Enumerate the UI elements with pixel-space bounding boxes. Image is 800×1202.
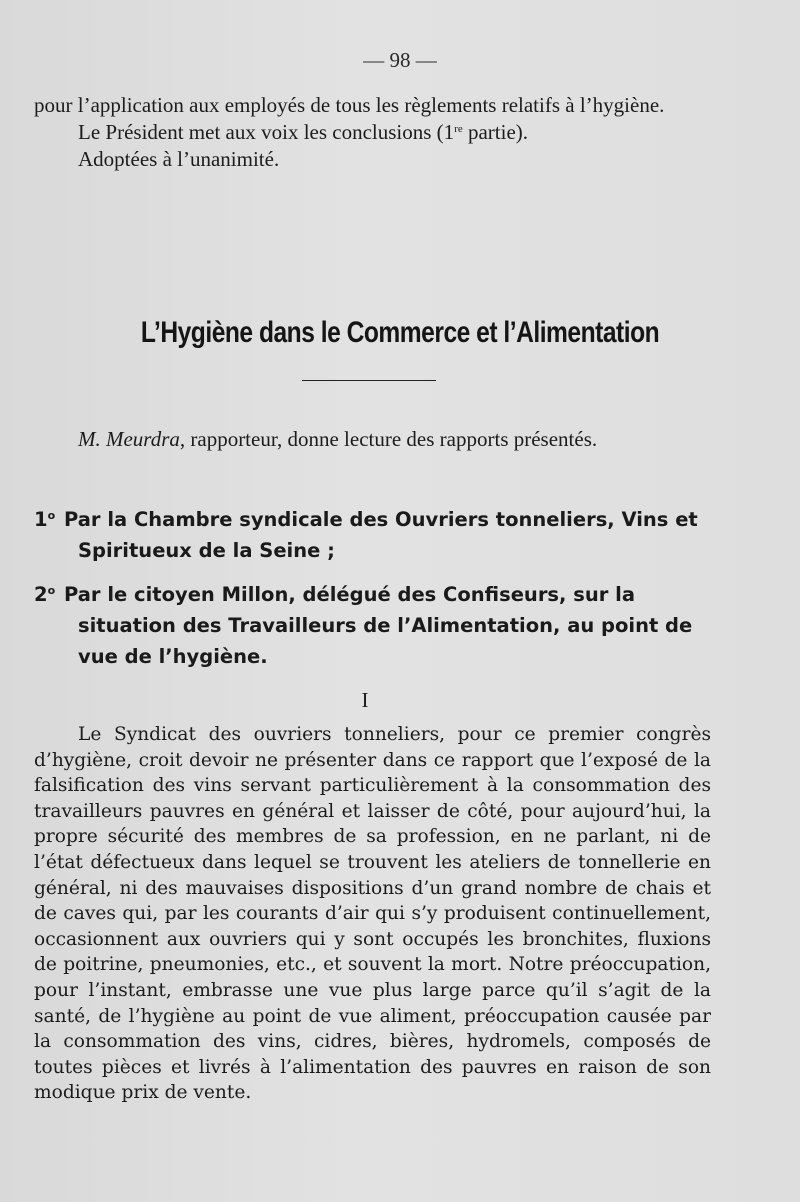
rapporteur-text: , rapporteur, donne lecture des rapports présentés.: [179, 427, 598, 451]
title-divider: [302, 380, 436, 381]
body-paragraph: Le Syndicat des ouvriers tonneliers, pour ce premier congrès d’hygiène, croit devoir ne présenter dans ce rapport que l’exposé de la falsification des vins servant particulièrement à la consommation des travailleurs pauvres en général et laisser de côté, pour aujourd’hui, la propre sécurité des membres de sa profession, en ne parlant, ni de l’état défectueux dans lequel se trouvent les ateliers de tonnellerie en général, ni des mauvaises dispositions d’un grand nombre de chais et de caves qui, par les courants d’air qui s’y produisent continuellement, occasionnent aux ouvriers qui y sont occupés les bronchites, fluxions de poitrine, pneumonies, etc., et souvent la mort. Notre préoccupation, pour l’instant, embrasse une vue plus large parce qu’il s’agit de la santé, de l’hygiène au point de vue aliment, préoccupation causée par la consommation des vins, cidres, bières, hydromels, composés de toutes pièces et livrés à l’alimentation des pauvres en raison de son modique prix de vente.: [34, 724, 711, 1104]
report-number-1-sup: o: [47, 509, 56, 522]
rapporteur-name: M. Meurdra: [78, 427, 180, 451]
report-list: [34, 504, 714, 685]
intro-line-2: [34, 119, 710, 146]
report-number-1-digit: 1: [34, 508, 48, 531]
section-roman-numeral: I: [361, 688, 369, 712]
intro-line-2-end: partie).: [462, 120, 529, 144]
report-number-2-digit: 2: [34, 583, 48, 606]
intro-block: [34, 92, 710, 173]
page-number: — 98 —: [363, 48, 437, 72]
report-number-2: [34, 579, 64, 610]
report-text-2: Par le citoyen Millon, délégué des Confiseurs, sur la situation des Travailleurs de l’Alimentation, au point de vue de l’hygiène.: [64, 583, 693, 668]
rapporteur-line: [34, 426, 710, 453]
report-item-2: [34, 579, 714, 672]
intro-line-1: pour l’application aux employés de tous les règlements relatifs à l’hygiène.: [34, 93, 665, 117]
report-number-1: [34, 504, 64, 535]
intro-line-3: Adoptées à l’unanimité.: [78, 147, 280, 171]
report-text-1: Par la Chambre syndicale des Ouvriers tonneliers, Vins et Spiritueux de la Seine ;: [64, 508, 698, 562]
intro-line-2-text: Le Président met aux voix les conclusions (1: [78, 120, 455, 144]
intro-line-2-superscript: re: [454, 123, 463, 135]
report-item-1: [34, 504, 714, 566]
report-number-2-sup: o: [47, 584, 56, 597]
section-title: L’Hygiène dans le Commerce et l’Alimentation: [140, 316, 660, 349]
rapporteur-paragraph: [34, 426, 710, 453]
